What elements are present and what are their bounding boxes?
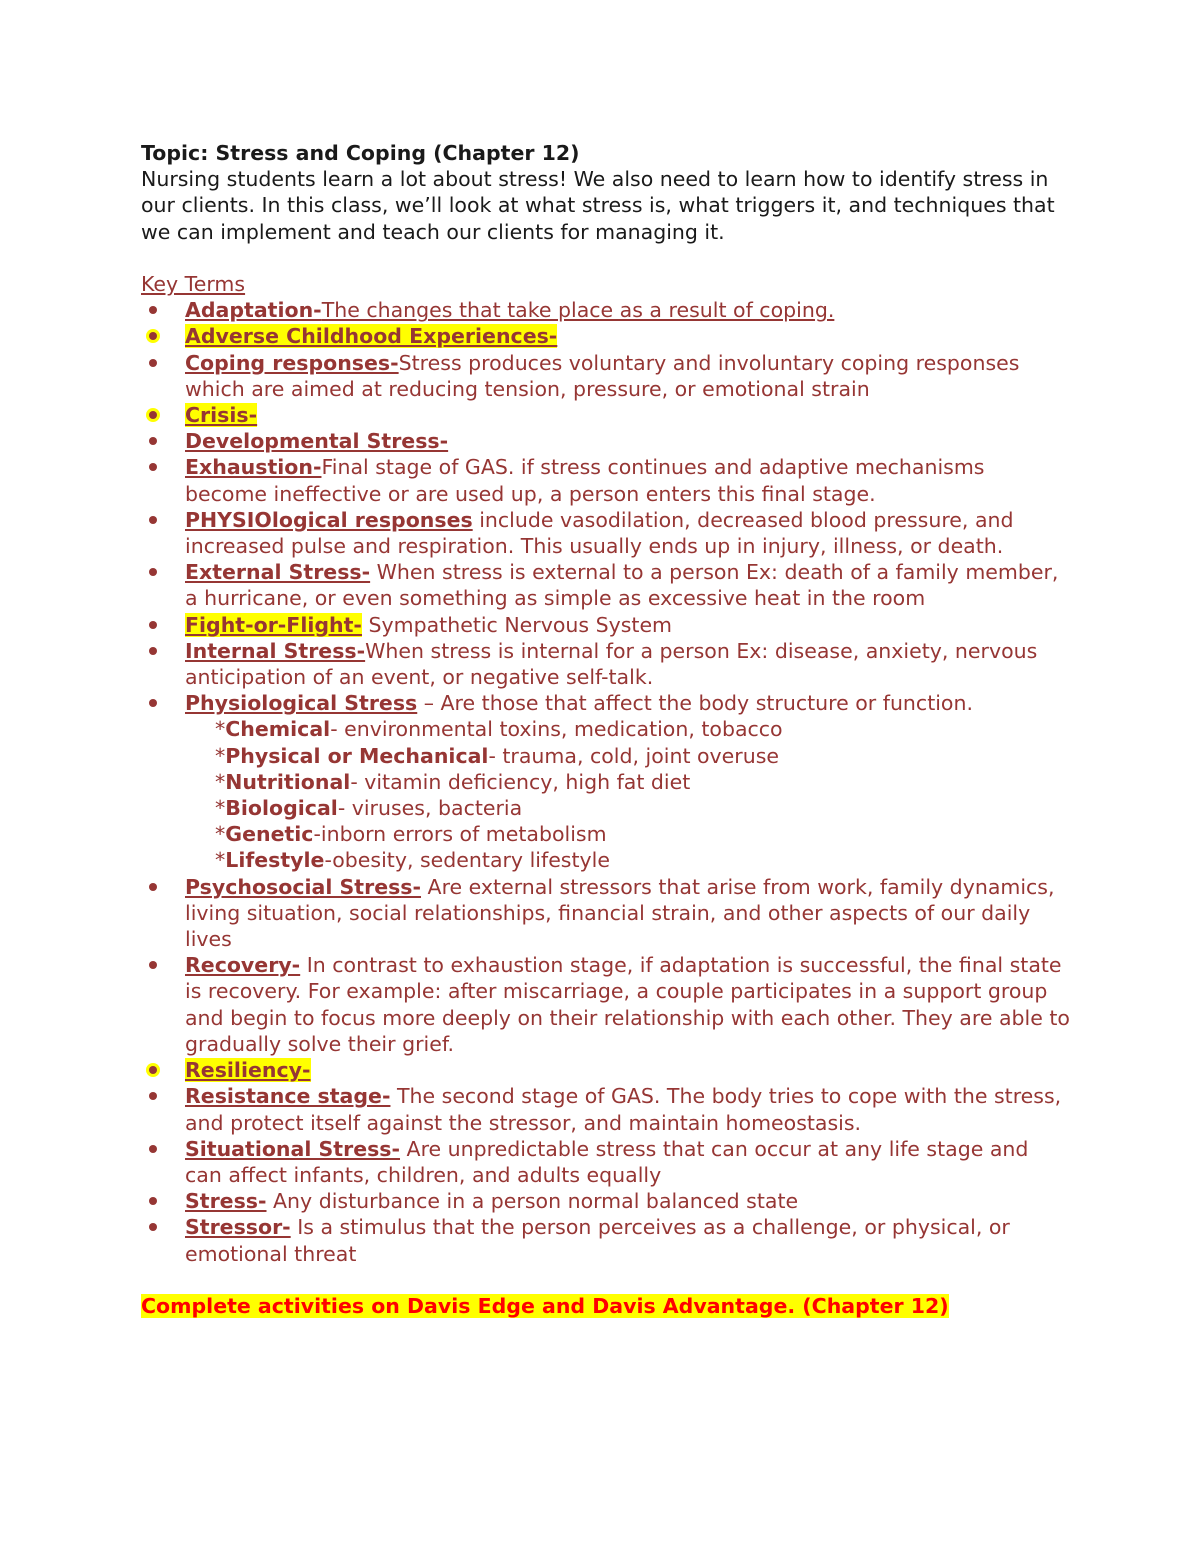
subtype-name: Chemical xyxy=(225,717,331,742)
term-definition: Are external stressors that arise from work, family dynamics, living situation, social relationships, financial strain, and other aspects of our daily lives xyxy=(185,874,1055,952)
term-adaptation xyxy=(141,297,1071,323)
bullet-icon xyxy=(149,411,157,419)
key-terms-heading: Key Terms xyxy=(141,272,246,296)
term-label: Developmental Stress- xyxy=(185,429,449,454)
subtype-name: Genetic xyxy=(225,822,314,847)
closing-text: Complete activities on Davis Edge and Davis Advantage. (Chapter 12) xyxy=(141,1293,949,1318)
document-page xyxy=(141,140,1071,1319)
term-label: Internal Stress- xyxy=(185,638,366,663)
subtype-nutritional: *Nutritional- vitamin deficiency, high fat diet xyxy=(215,769,691,794)
term-definition: When stress is internal for a person Ex: disease, anxiety, nervous anticipation of an event, or negative self-talk. xyxy=(185,638,1038,690)
bullet-icon xyxy=(149,883,157,891)
bullet-icon xyxy=(149,647,157,655)
bullet-icon xyxy=(149,332,157,340)
subtype-name: Nutritional xyxy=(225,769,351,794)
bullet-icon xyxy=(149,1197,157,1205)
term-definition: Stress produces voluntary and involuntary coping responses which are aimed at reducing tension, pressure, or emotional strain xyxy=(185,350,1020,401)
topic-title: Topic: Stress and Coping (Chapter 12) xyxy=(141,141,580,165)
term-label: Resistance stage- xyxy=(185,1084,391,1109)
term-label: Crisis- xyxy=(185,403,258,428)
term-definition: When stress is external to a person Ex: death of a family member, a hurricane, or even something as simple as excessive heat in the room xyxy=(185,560,1059,611)
bullet-icon xyxy=(149,463,157,471)
term-label: Physiological Stress xyxy=(185,691,418,716)
subtype-physical: *Physical or Mechanical- trauma, cold, joint overuse xyxy=(215,743,780,768)
closing-instruction xyxy=(141,1293,1071,1319)
intro-paragraph: Nursing students learn a lot about stress! We also need to learn how to identify stress in our clients. In this class, we’ll look at what stress is, what triggers it, and techniques that we can implement and teach our clients for managing it. xyxy=(141,167,1055,244)
subtype-separator: - xyxy=(488,743,503,768)
subtype-desc: environmental toxins, medication, tobacco xyxy=(344,717,783,742)
bullet-icon xyxy=(149,1066,157,1074)
subtype-name: Physical or Mechanical xyxy=(225,743,489,768)
term-label: PHYSIOlogical responses xyxy=(185,507,473,532)
term-definition: Sympathetic Nervous System xyxy=(368,612,673,637)
bullet-icon xyxy=(149,568,157,576)
subtype-separator: - xyxy=(313,822,321,847)
subtype-desc: trauma, cold, joint overuse xyxy=(502,743,780,768)
subtype-desc: vitamin deficiency, high fat diet xyxy=(364,769,691,794)
term-definition: In contrast to exhaustion stage, if adaptation is successful, the final state is recovery. For example: after miscarriage, a couple participates in a support group and begin to focus more deeply on their relationship with each other. They are able to gradually solve their grief. xyxy=(185,953,1070,1056)
bullet-icon xyxy=(149,1223,157,1231)
bullet-icon xyxy=(149,1092,157,1100)
term-resiliency xyxy=(141,1057,1071,1083)
term-definition: Is a stimulus that the person perceives as a challenge, or physical, or emotional threat xyxy=(185,1215,1010,1266)
subtype-separator: - xyxy=(330,717,345,742)
subtype-chemical: *Chemical- environmental toxins, medication, tobacco xyxy=(215,717,783,742)
bullet-icon xyxy=(149,621,157,629)
term-fight-or-flight xyxy=(141,612,1071,638)
term-label: Adverse Childhood Experiences- xyxy=(185,324,558,349)
term-label: Stressor- xyxy=(185,1215,291,1240)
term-definition: Final stage of GAS. if stress continues and adaptive mechanisms become ineffective or are used up, a person enters this final stage. xyxy=(185,455,985,506)
term-coping-responses xyxy=(141,350,1071,402)
subtype-desc: inborn errors of metabolism xyxy=(320,822,607,847)
subtype-genetic: *Genetic-inborn errors of metabolism xyxy=(215,822,607,847)
term-resistance-stage xyxy=(141,1083,1071,1135)
term-label: Coping responses- xyxy=(185,350,399,375)
term-definition: Are unpredictable stress that can occur at any life stage and can affect infants, children, and adults equally xyxy=(185,1136,1029,1187)
term-adverse-childhood-experiences xyxy=(141,323,1071,349)
term-external-stress xyxy=(141,559,1071,611)
subtype-desc: obesity, sedentary lifestyle xyxy=(332,848,610,873)
bullet-icon xyxy=(149,306,157,314)
bullet-icon xyxy=(149,699,157,707)
term-recovery xyxy=(141,952,1071,1057)
term-label: Psychosocial Stress- xyxy=(185,874,422,899)
term-crisis xyxy=(141,402,1071,428)
subtype-biological: *Biological- viruses, bacteria xyxy=(215,796,523,821)
term-definition: – Are those that affect the body structure or function. xyxy=(417,691,973,716)
spacer xyxy=(141,1267,1071,1293)
term-label: Situational Stress- xyxy=(185,1136,401,1161)
bullet-icon xyxy=(149,359,157,367)
term-label: Adaptation- xyxy=(185,298,322,323)
term-definition: The changes that take place as a result of coping. xyxy=(321,298,835,323)
subtype-desc: viruses, bacteria xyxy=(351,796,523,821)
subtype-separator: - xyxy=(350,769,365,794)
term-situational-stress xyxy=(141,1136,1071,1188)
term-label: Fight-or-Flight- xyxy=(185,612,362,637)
subtype-separator: - xyxy=(337,796,352,821)
bullet-icon xyxy=(149,516,157,524)
bullet-icon xyxy=(149,1145,157,1153)
term-label: Exhaustion- xyxy=(185,455,322,480)
term-label: Stress- xyxy=(185,1189,267,1214)
subtype-name: Biological xyxy=(225,796,338,821)
term-exhaustion xyxy=(141,454,1071,506)
term-physiological-stress xyxy=(141,690,1071,873)
term-internal-stress xyxy=(141,638,1071,690)
term-definition: The second stage of GAS. The body tries to cope with the stress, and protect itself against the stressor, and maintain homeostasis. xyxy=(185,1084,1062,1135)
term-definition: include vasodilation, decreased blood pressure, and increased pulse and respiration. This usually ends up in injury, illness, or death. xyxy=(185,507,1014,559)
term-psychosocial-stress xyxy=(141,874,1071,953)
subtype-name: Lifestyle xyxy=(225,848,325,873)
term-physiological-responses xyxy=(141,507,1071,559)
term-developmental-stress xyxy=(141,428,1071,454)
bullet-icon xyxy=(149,961,157,969)
term-definition: Any disturbance in a person normal balanced state xyxy=(273,1189,799,1214)
term-stress xyxy=(141,1188,1071,1214)
term-stressor xyxy=(141,1214,1071,1266)
term-label: External Stress- xyxy=(185,560,371,585)
spacer xyxy=(141,245,1071,271)
term-label: Recovery- xyxy=(185,953,301,978)
subtype-separator: - xyxy=(324,848,333,873)
key-terms-list xyxy=(141,297,1071,1267)
subtype-lifestyle: *Lifestyle-obesity, sedentary lifestyle xyxy=(215,848,610,873)
bullet-icon xyxy=(149,437,157,445)
term-label: Resiliency- xyxy=(185,1058,311,1083)
